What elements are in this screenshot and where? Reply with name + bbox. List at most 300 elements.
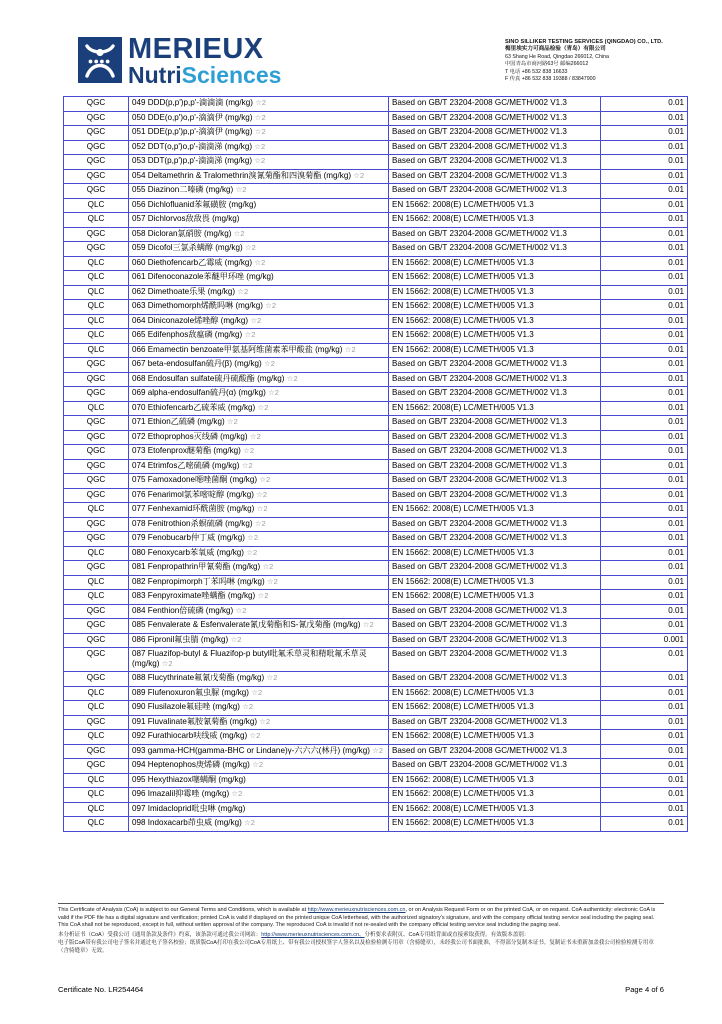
cell-standard: EN 15662: 2008(E) LC/METH/005 V1.3 xyxy=(389,213,601,228)
cell-analyte xyxy=(129,672,389,687)
logo-brand-sciences: Sciences xyxy=(181,62,282,88)
star-footnote-marker: ☆2 xyxy=(254,141,266,151)
table-row xyxy=(64,759,688,774)
analyte-name: 096 Imazalil抑霉唑 (mg/kg) xyxy=(132,789,230,799)
cell-lod: 0.01 xyxy=(601,155,688,170)
cell-lod: 0.01 xyxy=(601,97,688,112)
table-row xyxy=(64,517,688,532)
cell-analyte xyxy=(129,387,389,402)
analyte-name: 073 Etofenprox醚菊酯 (mg/kg) xyxy=(132,446,241,455)
table-row xyxy=(64,256,688,271)
star-footnote-marker: ☆2 xyxy=(161,659,173,669)
cell-method: QLC xyxy=(64,788,129,803)
cell-method: QGC xyxy=(64,242,129,257)
star-footnote-marker: ☆2 xyxy=(263,359,275,368)
table-row xyxy=(64,285,688,300)
cell-method: QGC xyxy=(64,140,129,155)
analyte-name: 069 alpha-endosulfan硫丹(α) (mg/kg) xyxy=(132,388,266,397)
analyte-name: 076 Fenarimol氯苯嘧啶醇 (mg/kg) xyxy=(132,489,254,499)
cell-lod: 0.01 xyxy=(601,227,688,242)
logo-brand-line2 xyxy=(128,64,281,86)
cell-lod: 0.01 xyxy=(601,532,688,547)
table-row xyxy=(64,590,688,605)
star-footnote-marker: ☆2 xyxy=(254,112,266,122)
cell-analyte xyxy=(129,715,389,730)
cell-standard: EN 15662: 2008(E) LC/METH/005 V1.3 xyxy=(389,314,601,329)
analyte-name: 072 Ethoprophos灭线磷 (mg/kg) xyxy=(132,431,248,441)
cell-lod: 0.01 xyxy=(601,686,688,701)
company-street-en: 63 Shang He Road, Qingdao 266012, China xyxy=(505,54,609,60)
footer-divider xyxy=(58,903,664,904)
cell-analyte xyxy=(129,773,389,788)
table-row xyxy=(64,459,688,474)
cell-standard: EN 15662: 2008(E) LC/METH/005 V1.3 xyxy=(389,730,601,745)
footer-cn-part3: 电子版CoA带有我公司电子签名并通过电子签名校验；纸质版CoA打印在我公司CoA专用纸上、带有我公司授权签字人签名以及检验检测专用章（含骑缝章），未经我公司书面批准，不得部分复制本证书。复制证书未重新加盖我公司检验检测专用章（含骑缝章）无效。 xyxy=(58,939,654,955)
analyte-name: 095 Hexythiazox噻螨酮 (mg/kg) xyxy=(132,774,246,784)
star-footnote-marker: ☆2 xyxy=(226,417,238,426)
cell-standard: Based on GB/T 23204-2008 GC/METH/002 V1.3 xyxy=(389,648,601,672)
cell-standard: Based on GB/T 23204-2008 GC/METH/002 V1.3 xyxy=(389,430,601,445)
cell-analyte xyxy=(129,329,389,344)
cell-standard: EN 15662: 2008(E) LC/METH/005 V1.3 xyxy=(389,329,601,344)
analyte-name: 080 Fenoxycarb苯氧威 (mg/kg) xyxy=(132,547,245,557)
footer-cn-part2: 分析要求表附页、CoA专用纸背面或直接索取获得。有效版本盖别： xyxy=(364,931,530,938)
cell-method: QLC xyxy=(64,590,129,605)
cell-analyte xyxy=(129,445,389,460)
analytes-table-container xyxy=(63,96,684,832)
analyte-name: 064 Diniconazole烯唑醇 (mg/kg) xyxy=(132,315,249,325)
table-row xyxy=(64,474,688,489)
table-row xyxy=(64,788,688,803)
cell-standard: Based on GB/T 23204-2008 GC/METH/002 V1.3 xyxy=(389,184,601,199)
cell-method: QGC xyxy=(64,169,129,184)
cell-standard: Based on GB/T 23204-2008 GC/METH/002 V1.3 xyxy=(389,126,601,141)
company-address-block xyxy=(505,39,705,84)
analyte-name: 051 DDE(p,p')p,p'-滴滴伊 (mg/kg) xyxy=(132,127,253,136)
cell-method: QLC xyxy=(64,256,129,271)
analytes-table-body xyxy=(64,97,688,832)
cell-lod: 0.01 xyxy=(601,759,688,774)
table-row xyxy=(64,561,688,576)
table-row xyxy=(64,329,688,344)
table-row xyxy=(64,300,688,315)
table-row xyxy=(64,503,688,518)
page-header xyxy=(0,0,722,96)
terms-and-conditions-link-cn[interactable]: http://www.merieuxnutrisciences.com.cn、 xyxy=(261,931,365,938)
table-row xyxy=(64,532,688,547)
cell-standard: Based on GB/T 23204-2008 GC/METH/002 V1.3 xyxy=(389,242,601,257)
table-row xyxy=(64,126,688,141)
cell-lod: 0.01 xyxy=(601,730,688,745)
cell-standard: Based on GB/T 23204-2008 GC/METH/002 V1.3 xyxy=(389,169,601,184)
cell-method: QGC xyxy=(64,111,129,126)
cell-method: QLC xyxy=(64,314,129,329)
cell-standard: Based on GB/T 23204-2008 GC/METH/002 V1.3 xyxy=(389,532,601,547)
analyte-name: 053 DDT(p,p')p,p'-滴滴涕 (mg/kg) xyxy=(132,156,253,165)
star-footnote-marker: ☆2 xyxy=(257,402,269,412)
analyte-name: 075 Famoxadone噁唑菌酮 (mg/kg) xyxy=(132,475,258,484)
star-footnote-marker: ☆2 xyxy=(266,576,278,586)
cell-analyte xyxy=(129,503,389,518)
table-row xyxy=(64,575,688,590)
cell-standard: Based on GB/T 23204-2008 GC/METH/002 V1.3 xyxy=(389,619,601,634)
table-row xyxy=(64,358,688,373)
cell-method: QLC xyxy=(64,701,129,716)
cell-standard: Based on GB/T 23204-2008 GC/METH/002 V1.3 xyxy=(389,517,601,532)
analyte-name: 062 Dimethoate乐果 (mg/kg) xyxy=(132,286,236,296)
table-row xyxy=(64,817,688,832)
analyte-name: 058 Dicloran氯硝胺 (mg/kg) xyxy=(132,228,232,238)
cell-lod: 0.01 xyxy=(601,802,688,817)
cell-lod: 0.01 xyxy=(601,169,688,184)
company-telephone: T 电话 +86 532 838 16633 xyxy=(505,68,568,75)
cell-lod: 0.01 xyxy=(601,111,688,126)
cell-lod: 0.01 xyxy=(601,488,688,503)
star-footnote-marker: ☆2 xyxy=(254,156,266,165)
cell-lod: 0.01 xyxy=(601,140,688,155)
table-row xyxy=(64,169,688,184)
star-footnote-marker: ☆2 xyxy=(251,687,263,697)
table-row xyxy=(64,648,688,672)
table-row xyxy=(64,633,688,648)
cell-lod: 0.01 xyxy=(601,503,688,518)
analyte-name: 054 Deltamethrin & Tralomethrin溴氰菊酯和四溴菊酯 (mg/kg) xyxy=(132,170,352,180)
table-row xyxy=(64,416,688,431)
cell-method: QLC xyxy=(64,686,129,701)
analyte-name: 087 Fluazifop-butyl & Fluazifop-p butyl吡氟禾草灵和精吡氟禾草灵 (mg/kg) xyxy=(132,649,367,669)
cell-standard: Based on GB/T 23204-2008 GC/METH/002 V1.3 xyxy=(389,459,601,474)
star-footnote-marker: ☆2 xyxy=(257,591,269,600)
cell-lod: 0.01 xyxy=(601,619,688,634)
cell-analyte xyxy=(129,111,389,126)
cell-method: QGC xyxy=(64,648,129,672)
cell-standard: Based on GB/T 23204-2008 GC/METH/002 V1.3 xyxy=(389,140,601,155)
star-footnote-marker: ☆2 xyxy=(262,562,274,571)
star-footnote-marker: ☆2 xyxy=(241,460,253,470)
star-footnote-marker: ☆2 xyxy=(265,301,277,310)
cell-standard: EN 15662: 2008(E) LC/METH/005 V1.3 xyxy=(389,590,601,605)
cell-method: QLC xyxy=(64,546,129,561)
star-footnote-marker: ☆2 xyxy=(259,475,271,484)
company-logo xyxy=(78,33,282,88)
cell-method: QGC xyxy=(64,126,129,141)
cell-standard: EN 15662: 2008(E) LC/METH/005 V1.3 xyxy=(389,701,601,716)
star-footnote-marker: ☆2 xyxy=(362,620,374,629)
cell-standard: EN 15662: 2008(E) LC/METH/005 V1.3 xyxy=(389,575,601,590)
analyte-name: 086 Fipronil氟虫腈 (mg/kg) xyxy=(132,634,229,644)
cell-analyte xyxy=(129,358,389,373)
analyte-name: 059 Dicofol三氯杀螨醇 (mg/kg) xyxy=(132,243,243,252)
cell-method: QLC xyxy=(64,198,129,213)
cell-analyte xyxy=(129,314,389,329)
cell-method: QLC xyxy=(64,575,129,590)
cell-method: QLC xyxy=(64,343,129,358)
analyte-name: 074 Etrimfos乙嘧硫磷 (mg/kg) xyxy=(132,460,240,470)
cell-lod: 0.01 xyxy=(601,285,688,300)
cell-analyte xyxy=(129,744,389,759)
table-row xyxy=(64,343,688,358)
cell-analyte xyxy=(129,633,389,648)
table-row xyxy=(64,604,688,619)
cell-standard: EN 15662: 2008(E) LC/METH/005 V1.3 xyxy=(389,788,601,803)
cell-method: QGC xyxy=(64,184,129,199)
star-footnote-marker: ☆2 xyxy=(235,605,247,615)
analyte-name: 085 Fenvalerate & Esfenvalerate氰戊菊酯和S-氰戊菊酯 (mg/kg) xyxy=(132,620,361,629)
cell-lod: 0.01 xyxy=(601,126,688,141)
cell-method: QGC xyxy=(64,672,129,687)
cell-method: QLC xyxy=(64,503,129,518)
table-row xyxy=(64,213,688,228)
cell-standard: EN 15662: 2008(E) LC/METH/005 V1.3 xyxy=(389,686,601,701)
cell-lod: 0.01 xyxy=(601,198,688,213)
cell-standard: Based on GB/T 23204-2008 GC/METH/002 V1.3 xyxy=(389,561,601,576)
cell-method: QLC xyxy=(64,300,129,315)
cell-analyte xyxy=(129,97,389,112)
cell-analyte xyxy=(129,126,389,141)
star-footnote-marker: ☆2 xyxy=(249,431,261,441)
star-footnote-marker: ☆2 xyxy=(268,388,279,397)
analyte-name: 052 DDT(o,p')o,p'-滴滴涕 (mg/kg) xyxy=(132,141,253,151)
cell-method: QLC xyxy=(64,213,129,228)
cell-lod: 0.01 xyxy=(601,744,688,759)
star-footnote-marker: ☆2 xyxy=(230,634,242,644)
cell-standard: EN 15662: 2008(E) LC/METH/005 V1.3 xyxy=(389,256,601,271)
star-footnote-marker: ☆2 xyxy=(231,789,243,799)
analyte-name: 063 Dimethomorph烯酰吗啉 (mg/kg) xyxy=(132,301,263,310)
company-street-cn: 中国青岛市商河路63号 邮编266012 xyxy=(505,61,589,68)
star-footnote-marker: ☆2 xyxy=(244,243,256,252)
cell-lod: 0.01 xyxy=(601,430,688,445)
cell-lod: 0.01 xyxy=(601,474,688,489)
cell-standard: Based on GB/T 23204-2008 GC/METH/002 V1.3 xyxy=(389,474,601,489)
cell-standard: EN 15662: 2008(E) LC/METH/005 V1.3 xyxy=(389,817,601,832)
footer-cn-part1: 本分析证书（CoA）受我公司《通用条款及条件》约束，该条款可通过我公司网站： xyxy=(58,931,262,938)
cell-standard: Based on GB/T 23204-2008 GC/METH/002 V1.3 xyxy=(389,715,601,730)
cell-method: QGC xyxy=(64,561,129,576)
cell-analyte xyxy=(129,401,389,416)
star-footnote-marker: ☆2 xyxy=(256,504,268,513)
cell-method: QGC xyxy=(64,517,129,532)
cell-method: QLC xyxy=(64,285,129,300)
cell-method: QGC xyxy=(64,488,129,503)
star-footnote-marker: ☆2 xyxy=(255,98,267,107)
cell-analyte xyxy=(129,155,389,170)
table-row xyxy=(64,111,688,126)
cell-method: QLC xyxy=(64,401,129,416)
table-row xyxy=(64,686,688,701)
cell-standard: EN 15662: 2008(E) LC/METH/005 V1.3 xyxy=(389,271,601,286)
analyte-name: 055 Diazinon二嗪磷 (mg/kg) xyxy=(132,185,234,194)
cell-standard: Based on GB/T 23204-2008 GC/METH/002 V1.3 xyxy=(389,227,601,242)
cell-lod: 0.01 xyxy=(601,817,688,832)
logo-brand-nutri: Nutri xyxy=(128,62,182,88)
table-row xyxy=(64,271,688,286)
table-row xyxy=(64,430,688,445)
analyte-name: 060 Diethofencarb乙霉威 (mg/kg) xyxy=(132,257,253,267)
cell-lod: 0.01 xyxy=(601,256,688,271)
terms-and-conditions-link[interactable]: http://www.merieuxnutrisciences.com.cn xyxy=(307,907,406,913)
cell-method: QLC xyxy=(64,271,129,286)
cell-method: QGC xyxy=(64,532,129,547)
cell-analyte xyxy=(129,604,389,619)
analyte-name: 056 Dichlofluanid苯氟磺胺 (mg/kg) xyxy=(132,199,257,209)
star-footnote-marker: ☆2 xyxy=(235,185,247,194)
cell-analyte xyxy=(129,184,389,199)
cell-lod: 0.01 xyxy=(601,672,688,687)
cell-analyte xyxy=(129,459,389,474)
star-footnote-marker: ☆2 xyxy=(237,286,249,296)
cell-standard: Based on GB/T 23204-2008 GC/METH/002 V1.3 xyxy=(389,604,601,619)
star-footnote-marker: ☆2 xyxy=(247,533,259,542)
cell-lod: 0.01 xyxy=(601,546,688,561)
cell-method: QGC xyxy=(64,459,129,474)
cell-lod: 0.01 xyxy=(601,314,688,329)
cell-lod: 0.01 xyxy=(601,561,688,576)
cell-standard: Based on GB/T 23204-2008 GC/METH/002 V1.3 xyxy=(389,672,601,687)
cell-analyte xyxy=(129,686,389,701)
star-footnote-marker: ☆2 xyxy=(250,315,262,325)
cell-method: QGC xyxy=(64,619,129,634)
cell-analyte xyxy=(129,648,389,672)
analyte-name: 097 Imidacloprid吡虫啉 (mg/kg) xyxy=(132,803,246,813)
table-row xyxy=(64,387,688,402)
cell-method: QGC xyxy=(64,474,129,489)
analyte-name: 070 Ethiofencarb乙硫苯威 (mg/kg) xyxy=(132,402,256,412)
cell-lod: 0.01 xyxy=(601,358,688,373)
table-row xyxy=(64,445,688,460)
star-footnote-marker: ☆2 xyxy=(344,344,356,354)
star-footnote-marker: ☆2 xyxy=(242,702,254,712)
cell-standard: EN 15662: 2008(E) LC/METH/005 V1.3 xyxy=(389,546,601,561)
cell-standard: EN 15662: 2008(E) LC/METH/005 V1.3 xyxy=(389,285,601,300)
star-footnote-marker: ☆2 xyxy=(244,818,255,828)
cell-method: QLC xyxy=(64,773,129,788)
star-footnote-marker: ☆2 xyxy=(233,228,245,238)
cell-standard: Based on GB/T 23204-2008 GC/METH/002 V1.3 xyxy=(389,358,601,373)
cell-analyte xyxy=(129,532,389,547)
star-footnote-marker: ☆2 xyxy=(246,547,258,557)
star-footnote-marker: ☆2 xyxy=(259,716,271,726)
star-footnote-marker: ☆2 xyxy=(244,330,256,339)
table-row xyxy=(64,372,688,387)
analyte-name: 090 Flusilazole氟硅唑 (mg/kg) xyxy=(132,702,240,712)
cell-method: QLC xyxy=(64,802,129,817)
cell-standard: EN 15662: 2008(E) LC/METH/005 V1.3 xyxy=(389,503,601,518)
analyte-name: 050 DDE(o,p')o,p'-滴滴伊 (mg/kg) xyxy=(132,112,253,122)
analyte-name: 071 Ethion乙硫磷 (mg/kg) xyxy=(132,417,225,426)
cell-analyte xyxy=(129,300,389,315)
cell-standard: EN 15662: 2008(E) LC/METH/005 V1.3 xyxy=(389,401,601,416)
cell-analyte xyxy=(129,590,389,605)
cell-method: QGC xyxy=(64,97,129,112)
cell-method: QGC xyxy=(64,358,129,373)
cell-analyte xyxy=(129,546,389,561)
cell-analyte xyxy=(129,271,389,286)
cell-analyte xyxy=(129,802,389,817)
analyte-name: 061 Difenoconazole苯醚甲环唑 (mg/kg) xyxy=(132,272,274,281)
cell-lod: 0.01 xyxy=(601,300,688,315)
table-row xyxy=(64,488,688,503)
cell-analyte xyxy=(129,817,389,832)
analyte-name: 049 DDD(p,p')p,p'-滴滴滴 (mg/kg) xyxy=(132,98,253,107)
analyte-name: 079 Fenobucarb仲丁威 (mg/kg) xyxy=(132,533,245,542)
analyte-name: 093 gamma-HCH(gamma-BHC or Lindane)γ-六六六(林丹) (mg/kg) xyxy=(132,745,370,755)
analyte-name: 067 beta-endosulfan硫丹(β) (mg/kg) xyxy=(132,359,262,368)
cell-lod: 0.001 xyxy=(601,633,688,648)
cell-standard: EN 15662: 2008(E) LC/METH/005 V1.3 xyxy=(389,300,601,315)
cell-method: QGC xyxy=(64,387,129,402)
cell-method: QLC xyxy=(64,730,129,745)
table-row xyxy=(64,715,688,730)
cell-standard: Based on GB/T 23204-2008 GC/METH/002 V1.3 xyxy=(389,633,601,648)
analytes-table xyxy=(63,96,688,832)
star-footnote-marker: ☆2 xyxy=(254,518,266,528)
cell-analyte xyxy=(129,213,389,228)
analyte-name: 084 Fenthion倍硫磷 (mg/kg) xyxy=(132,605,234,615)
table-row xyxy=(64,701,688,716)
table-row xyxy=(64,314,688,329)
star-footnote-marker: ☆2 xyxy=(254,127,266,136)
cell-analyte xyxy=(129,169,389,184)
table-row xyxy=(64,184,688,199)
page-footer xyxy=(58,903,664,955)
page-number: Page 4 of 6 xyxy=(625,985,664,994)
footer-disclaimer-cn xyxy=(58,931,664,956)
cell-standard: Based on GB/T 23204-2008 GC/METH/002 V1.3 xyxy=(389,372,601,387)
cell-lod: 0.01 xyxy=(601,773,688,788)
analyte-name: 088 Flucythrinate氟氰戊菊酯 (mg/kg) xyxy=(132,673,265,683)
cell-lod: 0.01 xyxy=(601,213,688,228)
cell-method: QGC xyxy=(64,445,129,460)
cell-lod: 0.01 xyxy=(601,575,688,590)
cell-method: QGC xyxy=(64,715,129,730)
star-footnote-marker: ☆2 xyxy=(286,373,298,383)
cell-analyte xyxy=(129,372,389,387)
cell-method: QGC xyxy=(64,155,129,170)
cell-standard: Based on GB/T 23204-2008 GC/METH/002 V1.3 xyxy=(389,387,601,402)
merieux-figure-icon xyxy=(78,37,122,83)
cell-standard: Based on GB/T 23204-2008 GC/METH/002 V1.3 xyxy=(389,111,601,126)
table-row xyxy=(64,773,688,788)
cell-analyte xyxy=(129,730,389,745)
cell-lod: 0.01 xyxy=(601,445,688,460)
cell-analyte xyxy=(129,488,389,503)
cell-analyte xyxy=(129,759,389,774)
cell-standard: Based on GB/T 23204-2008 GC/METH/002 V1.3 xyxy=(389,488,601,503)
cell-analyte xyxy=(129,242,389,257)
cell-analyte xyxy=(129,619,389,634)
analyte-name: 057 Dichlorvos敌敌畏 (mg/kg) xyxy=(132,214,240,223)
cell-analyte xyxy=(129,575,389,590)
cell-lod: 0.01 xyxy=(601,648,688,672)
table-row xyxy=(64,546,688,561)
table-row xyxy=(64,401,688,416)
table-row xyxy=(64,97,688,112)
cell-lod: 0.01 xyxy=(601,271,688,286)
cell-standard: Based on GB/T 23204-2008 GC/METH/002 V1.3 xyxy=(389,416,601,431)
cell-lod: 0.01 xyxy=(601,372,688,387)
cell-standard: EN 15662: 2008(E) LC/METH/005 V1.3 xyxy=(389,198,601,213)
star-footnote-marker: ☆2 xyxy=(249,731,261,741)
analyte-name: 077 Fenhexamid环酰菌胺 (mg/kg) xyxy=(132,504,255,513)
star-footnote-marker: ☆2 xyxy=(372,745,384,755)
cell-lod: 0.01 xyxy=(601,459,688,474)
table-row xyxy=(64,672,688,687)
analyte-name: 078 Fenitrothion杀螟硫磷 (mg/kg) xyxy=(132,518,253,528)
table-row xyxy=(64,730,688,745)
star-footnote-marker: ☆2 xyxy=(353,170,365,180)
cell-standard: Based on GB/T 23204-2008 GC/METH/002 V1.3 xyxy=(389,445,601,460)
